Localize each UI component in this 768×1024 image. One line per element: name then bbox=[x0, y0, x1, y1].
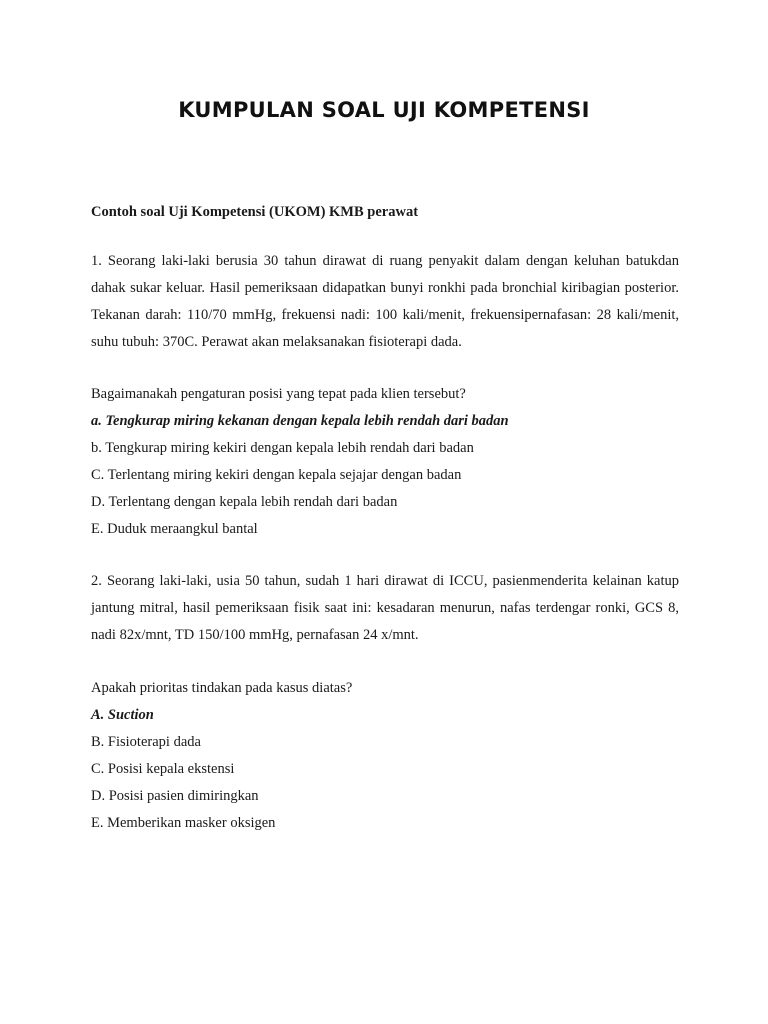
question-2-stem: 2. Seorang laki-laki, usia 50 tahun, sudah 1 hari dirawat di ICCU, pasienmenderita kelainan katup jantung mitral, hasil pemeriksaan fisik saat ini: kesadaran menurun, nafas terdengar ronki, GCS 8, nadi 82x/mnt, TD 150/100 mmHg, pernafasan 24 x/mnt. bbox=[91, 573, 679, 643]
question-1-option-c: C. Terlentang miring kekiri dengan kepala sejajar dengan badan bbox=[91, 467, 462, 483]
question-1-option-b: b. Tengkurap miring kekiri dengan kepala lebih rendah dari badan bbox=[91, 440, 474, 456]
question-2-option-b: B. Fisioterapi dada bbox=[91, 734, 201, 750]
question-1-option-a-answer: a. Tengkurap miring kekanan dengan kepala lebih rendah dari badan bbox=[91, 413, 509, 429]
question-2-prompt: Apakah prioritas tindakan pada kasus diatas? bbox=[91, 680, 353, 696]
question-2-option-d: D. Posisi pasien dimiringkan bbox=[91, 788, 259, 804]
document-title: KUMPULAN SOAL UJI KOMPETENSI bbox=[178, 98, 590, 122]
question-1-stem: 1. Seorang laki-laki berusia 30 tahun dirawat di ruang penyakit dalam dengan keluhan batukdan dahak sukar keluar. Hasil pemeriksaan didapatkan bunyi ronkhi pada bronchial kiribagian posterior. Tekanan darah: 110/70 mmHg, frekuensi nadi: 100 kali/menit, frekuensipernafasan: 28 kali/menit, suhu tubuh: 370C. Perawat akan melaksanakan fisioterapi dada. bbox=[91, 253, 679, 350]
question-2-option-a-answer: A. Suction bbox=[91, 707, 154, 723]
question-1-option-d: D. Terlentang dengan kepala lebih rendah dari badan bbox=[91, 494, 398, 510]
question-2-option-e: E. Memberikan masker oksigen bbox=[91, 815, 276, 831]
document-subtitle: Contoh soal Uji Kompetensi (UKOM) KMB perawat bbox=[91, 204, 419, 220]
question-2-option-c: C. Posisi kepala ekstensi bbox=[91, 761, 235, 777]
question-1-prompt: Bagaimanakah pengaturan posisi yang tepat pada klien tersebut? bbox=[91, 386, 466, 402]
question-1-option-e: E. Duduk meraangkul bantal bbox=[91, 521, 258, 537]
